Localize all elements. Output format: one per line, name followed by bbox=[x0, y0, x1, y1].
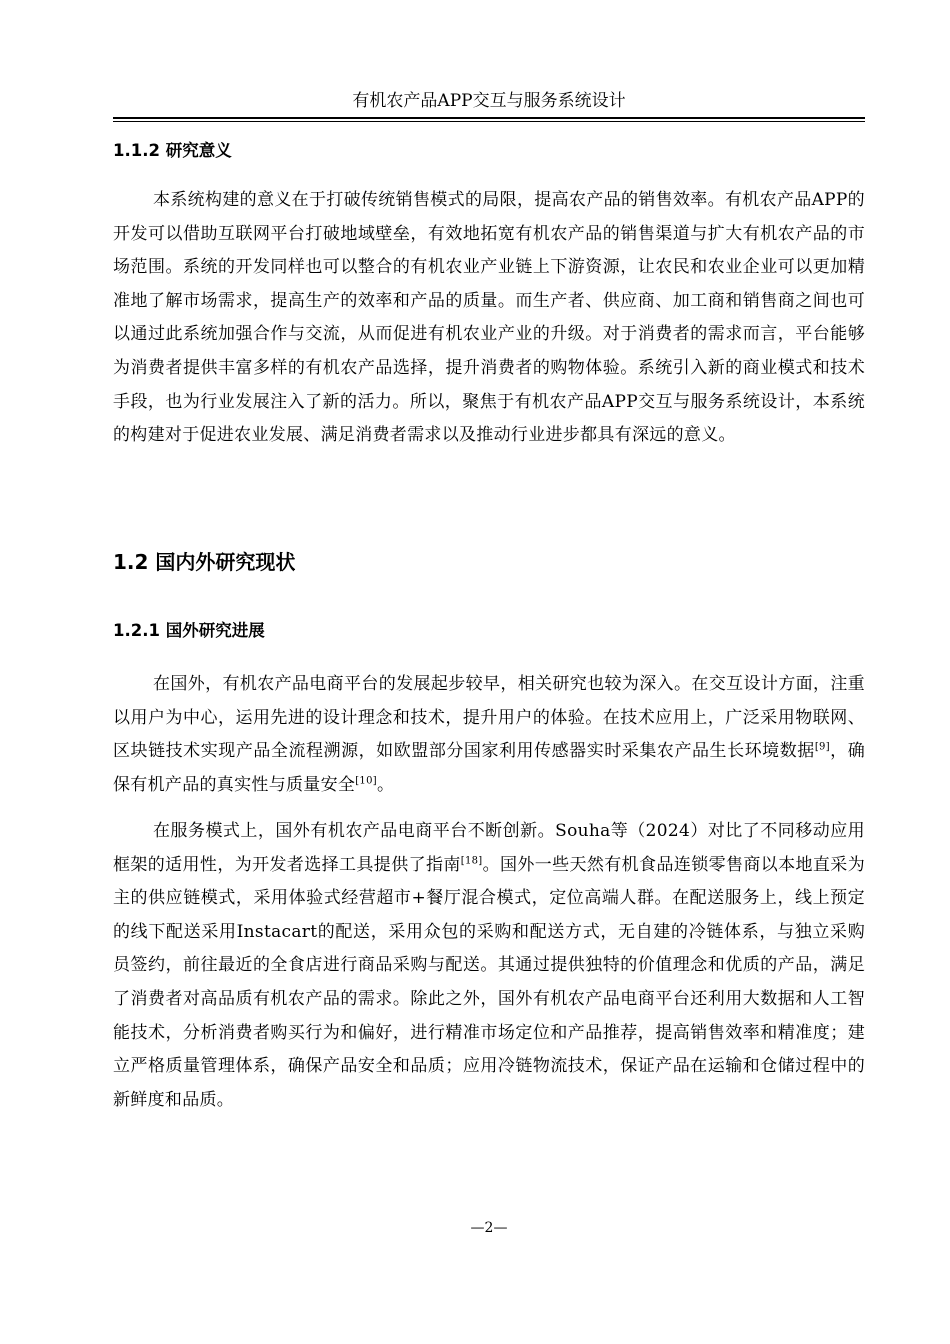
citation-9: [9] bbox=[814, 741, 830, 753]
heading-1-2: 1.2 国内外研究现状 bbox=[113, 550, 296, 574]
heading-1-1-2: 1.1.2 研究意义 bbox=[113, 141, 232, 160]
running-header-title: 有机农产品APP交互与服务系统设计 bbox=[352, 91, 626, 111]
header-rule-thin bbox=[113, 121, 865, 122]
citation-18: [18] bbox=[460, 854, 483, 866]
paragraph-text: ，确保有机产品的真实性与质量安全 bbox=[113, 741, 865, 795]
paragraph-foreign-progress-2 bbox=[113, 815, 865, 1117]
paragraph-text: 。国外一些天然有机食品连锁零售商以本地直采为主的供应链模式，采用体验式经营超市+餐厅混合模式，定位高端人群。在配送服务上，线上预定的线下配送采用Instacart的配送，采用众包的采购和配送方式，无自建的冷链体系，与独立采购员签约，前往最近的全食店进行商品采购与配送。其通过提供独特的价值理念和优质的产品，满足了消费者对高品质有机农产品的需求。除此之外，国外有机农产品电商平台还利用大数据和人工智能技术，分析消费者购买行为和偏好，进行精准市场定位和产品推荐，提高销售效率和精准度；建立严格质量管理体系，确保产品安全和品质；应用冷链物流技术，保证产品在运输和仓储过程中的新鲜度和品质。 bbox=[113, 854, 865, 1110]
paragraph-research-significance: 本系统构建的意义在于打破传统销售模式的局限，提高农产品的销售效率。有机农产品APP的开发可以借助互联网平台打破地域壁垒，有效地拓宽有机农产品的销售渠道与扩大有机农产品的市场范围。系统的开发同样也可以整合的有机农业产业链上下游资源，让农民和农业企业可以更加精准地了解市场需求，提高生产的效率和产品的质量。而生产者、供应商、加工商和销售商之间也可以通过此系统加强合作与交流，从而促进有机农业产业的升级。对于消费者的需求而言，平台能够为消费者提供丰富多样的有机农产品选择，提升消费者的购物体验。系统引入新的商业模式和技术手段，也为行业发展注入了新的活力。所以，聚焦于有机农产品APP交互与服务系统设计，本系统的构建对于促进农业发展、满足消费者需求以及推动行业进步都具有深远的意义。 bbox=[113, 190, 865, 446]
citation-10: [10] bbox=[355, 775, 377, 787]
paragraph-foreign-progress-1 bbox=[113, 668, 865, 802]
page-number: —2— bbox=[470, 1220, 508, 1236]
header-rule-thick bbox=[113, 117, 865, 119]
heading-1-2-1: 1.2.1 国外研究进展 bbox=[113, 621, 265, 640]
paragraph-text: 在国外，有机农产品电商平台的发展起步较早，相关研究也较为深入。在交互设计方面，注重以用户为中心，运用先进的设计理念和技术，提升用户的体验。在技术应用上，广泛采用物联网、区块链技术实现产品全流程溯源，如欧盟部分国家利用传感器实时采集农产品生长环境数据 bbox=[113, 674, 865, 762]
paragraph-text: 。 bbox=[376, 774, 395, 795]
paragraph-text: 在服务模式上，国外有机农产品电商平台不断创新。Souha等（2024）对比了不同移动应用框架的适用性，为开发者选择工具提供了指南 bbox=[113, 821, 865, 875]
